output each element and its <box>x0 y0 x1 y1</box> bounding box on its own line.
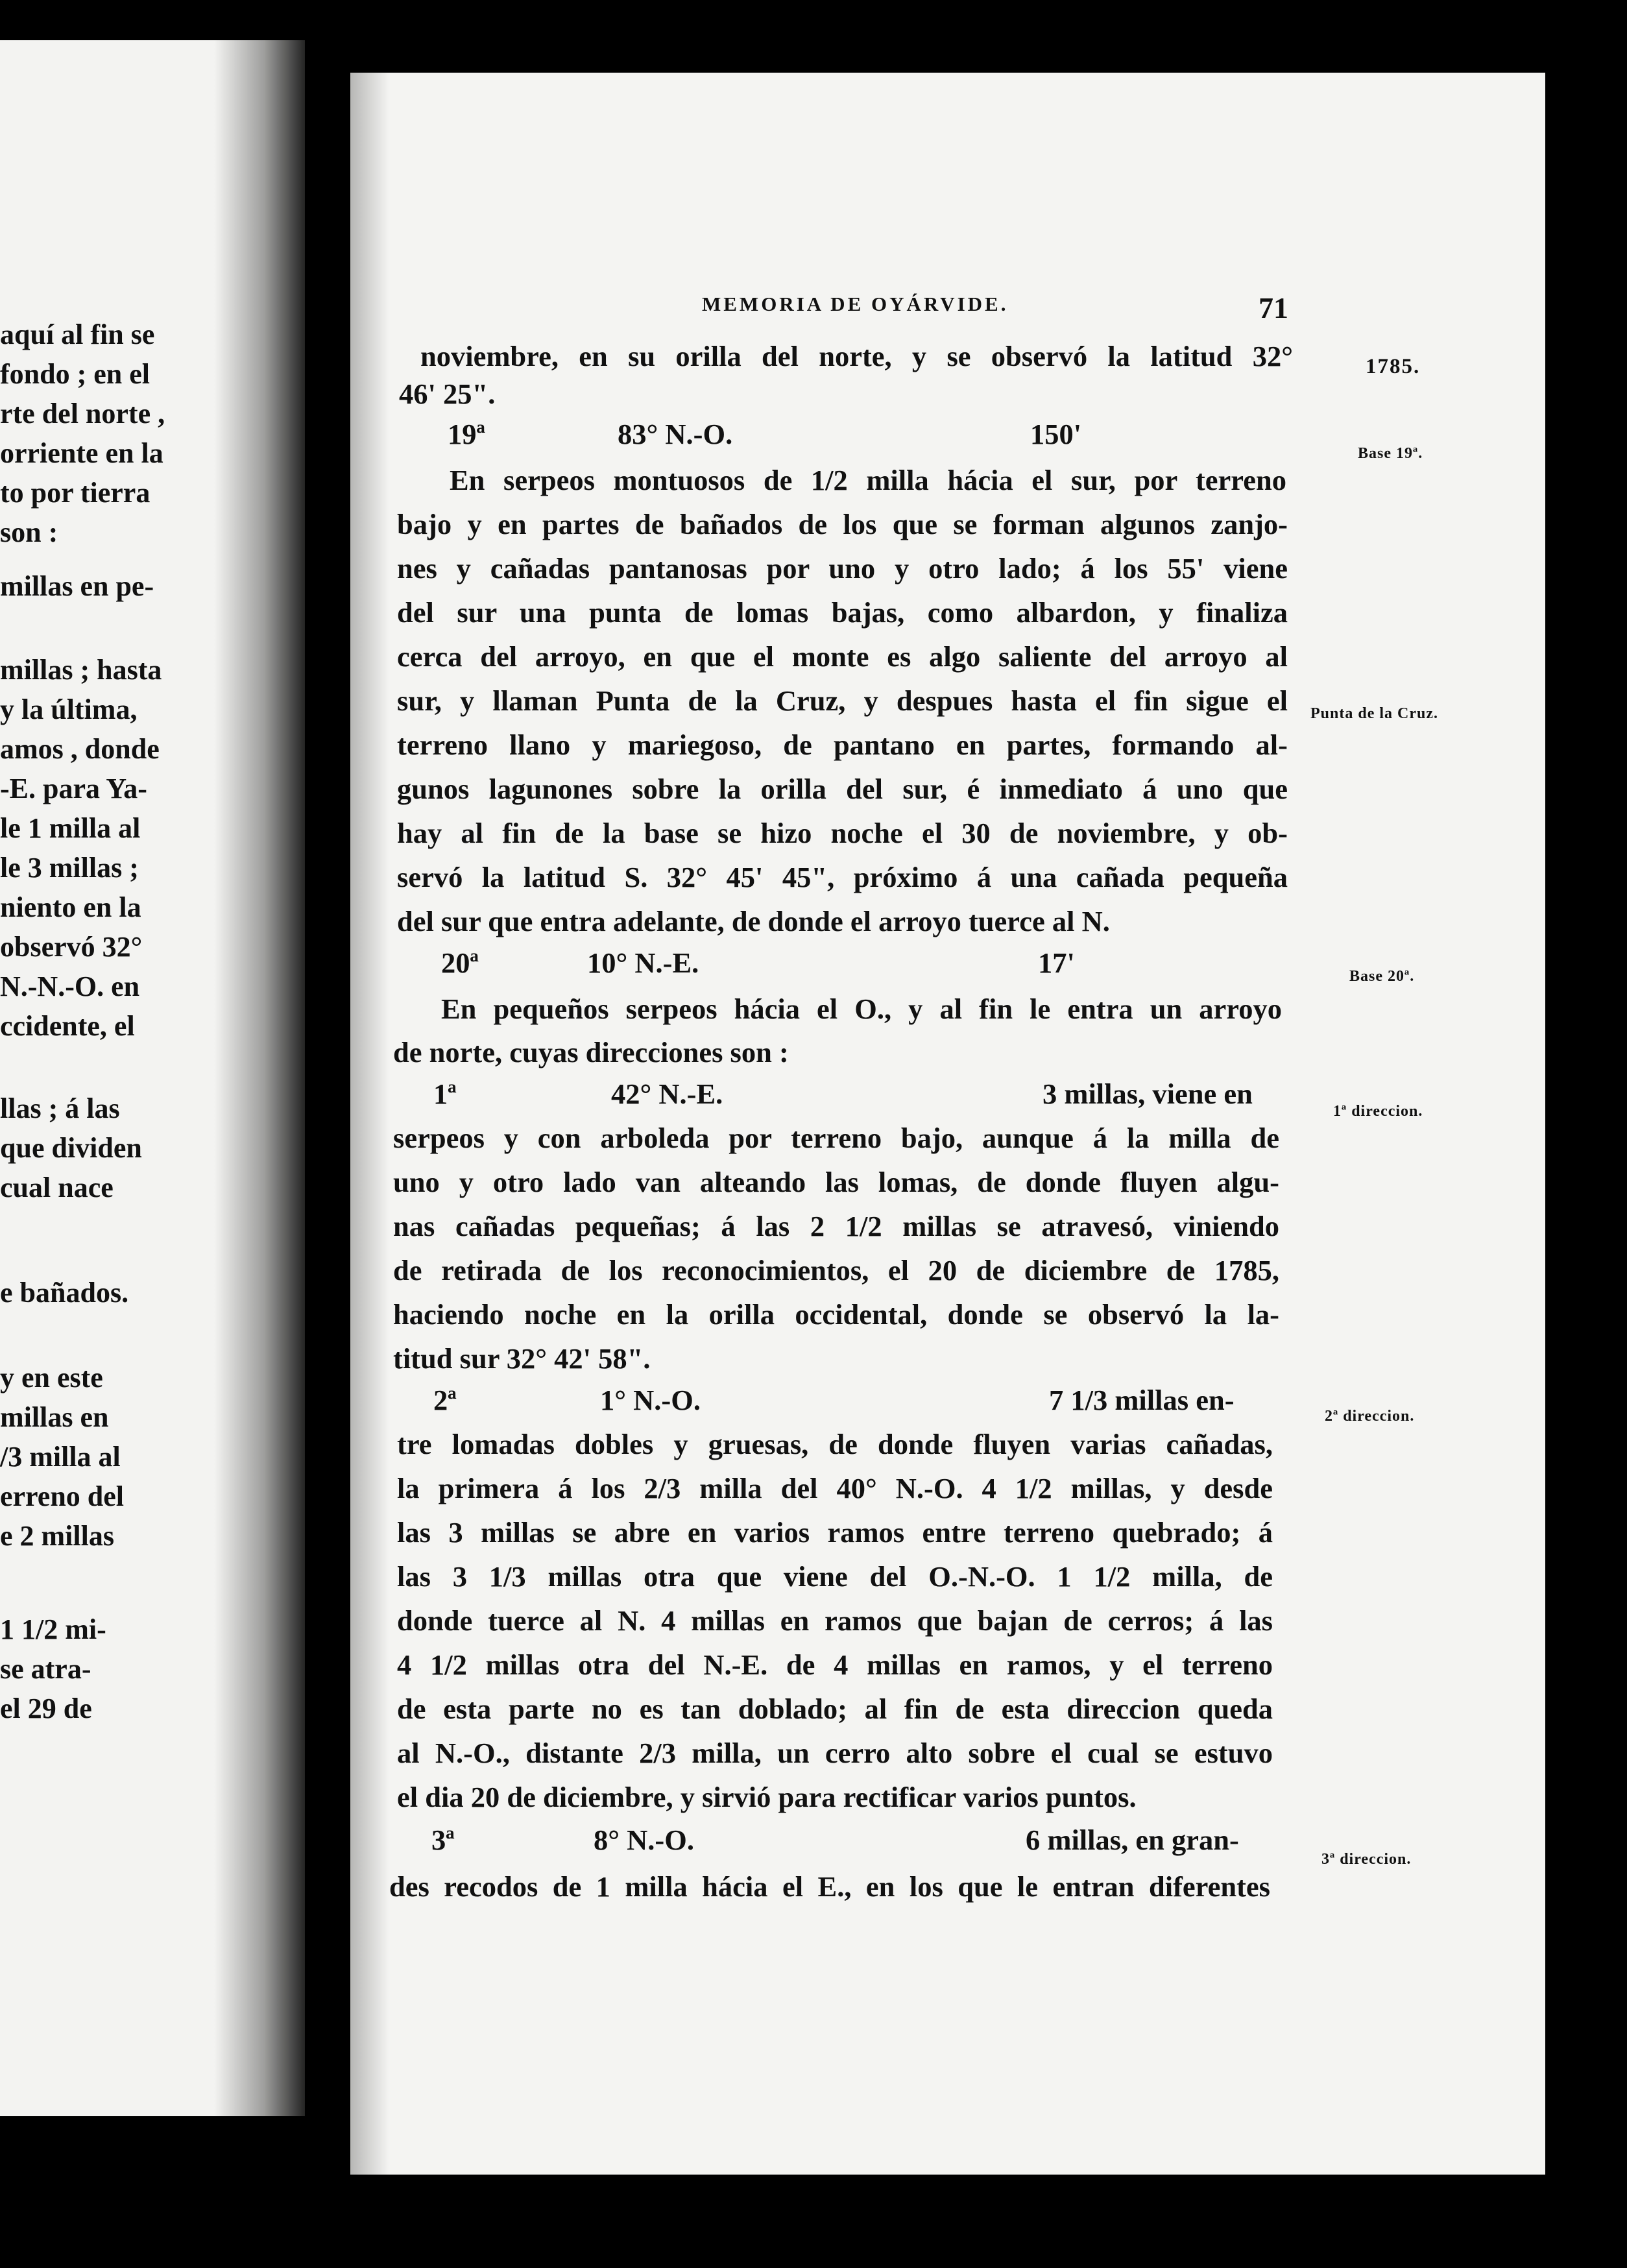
left-line: cual nace <box>0 1172 114 1203</box>
text-line: uno y otro lado van alteando las lomas, de donde fluyen algu- <box>393 1166 1279 1198</box>
margin-note-base: Base 19ª. <box>1358 445 1423 462</box>
left-line: 1 1/2 mi- <box>0 1613 106 1645</box>
margin-note-direction: 3ª direccion. <box>1321 1851 1412 1868</box>
text-line: la primera á los 2/3 milla del 40° N.-O. 4 1/2 millas, y desde <box>397 1472 1273 1504</box>
left-line: -E. para Ya- <box>0 773 147 804</box>
text-line: tre lomadas dobles y gruesas, de donde fluyen varias cañadas, <box>397 1428 1273 1460</box>
table-row-distance: 150' <box>1030 418 1082 450</box>
text-line: En pequeños serpeos hácia el O., y al fin le entra un arroyo <box>441 993 1282 1025</box>
left-page <box>0 40 305 2116</box>
left-line: to por tierra <box>0 477 151 509</box>
left-line: e 2 millas <box>0 1520 114 1552</box>
text-line: cerca del arroyo, en que el monte es algo saliente del arroyo al <box>397 640 1288 673</box>
left-line: que dividen <box>0 1132 142 1164</box>
left-line: ccidente, el <box>0 1010 135 1042</box>
left-line: son : <box>0 516 58 548</box>
text-line: noviembre, en su orilla del norte, y se observó la latitud 32° <box>420 340 1293 372</box>
left-line: niento en la <box>0 891 141 923</box>
text-line: gunos lagunones sobre la orilla del sur, é inmediato á uno que <box>397 773 1288 805</box>
left-line: se atra- <box>0 1653 91 1685</box>
left-line: orriente en la <box>0 437 163 469</box>
page-number: 71 <box>1259 291 1288 324</box>
left-line: /3 milla al <box>0 1441 121 1473</box>
left-line: y en este <box>0 1362 103 1393</box>
text-line: del sur que entra adelante, de donde el arroyo tuerce al N. <box>397 905 1110 937</box>
text-line: al N.-O., distante 2/3 milla, un cerro alto sobre el cual se estuvo <box>397 1737 1273 1769</box>
text-line: las 3 1/3 millas otra que viene del O.-N.-O. 1 1/2 milla, de <box>397 1560 1273 1593</box>
text-line: bajo y en partes de bañados de los que se forman algunos zanjo- <box>397 508 1288 540</box>
running-head: MEMORIA DE OYÁRVIDE. <box>702 293 1009 315</box>
left-line: rte del norte , <box>0 398 165 429</box>
table-row-distance: 7 1/3 millas en- <box>1049 1384 1235 1416</box>
page-gutter-shadow <box>214 40 305 2116</box>
table-row-distance: 17' <box>1038 947 1075 979</box>
left-line: millas en pe- <box>0 570 154 602</box>
page-edge-shadow <box>350 73 389 2175</box>
text-line: del sur una punta de lomas bajas, como albardon, y finaliza <box>397 596 1288 629</box>
left-line: le 1 milla al <box>0 812 141 844</box>
table-row-distance: 6 millas, en gran- <box>1026 1824 1239 1856</box>
text-line: 4 1/2 millas otra del N.-E. de 4 millas en ramos, y el terreno <box>397 1648 1273 1681</box>
text-line: el dia 20 de diciembre, y sirvió para rectificar varios puntos. <box>397 1781 1137 1813</box>
text-line: terreno llano y mariegoso, de pantano en partes, formando al- <box>397 729 1288 761</box>
table-row-number: 2ª <box>433 1384 457 1416</box>
text-line: En serpeos montuosos de 1/2 milla hácia el sur, por terreno <box>450 464 1286 496</box>
left-line: le 3 millas ; <box>0 852 139 884</box>
left-line: aquí al fin se <box>0 319 155 350</box>
table-row-direction: 10° N.-E. <box>587 947 699 979</box>
text-line: de retirada de los reconocimientos, el 20 de diciembre de 1785, <box>393 1254 1279 1286</box>
text-line: nes y cañadas pantanosas por uno y otro lado; á los 55' viene <box>397 552 1288 585</box>
text-line: serpeos y con arboleda por terreno bajo, aunque á la milla de <box>393 1122 1279 1154</box>
left-line: e bañados. <box>0 1277 129 1309</box>
margin-note-base: Base 20ª. <box>1349 968 1415 985</box>
text-line: de norte, cuyas direcciones son : <box>393 1036 789 1068</box>
left-line: millas ; hasta <box>0 654 162 686</box>
left-line: y la última, <box>0 694 138 725</box>
left-line: fondo ; en el <box>0 358 150 390</box>
margin-note-year: 1785. <box>1366 355 1421 378</box>
left-line: el 29 de <box>0 1693 92 1724</box>
text-line: des recodos de 1 milla hácia el E., en los que le entran diferentes <box>389 1870 1270 1903</box>
table-row-number: 1ª <box>433 1078 457 1110</box>
left-line: observó 32° <box>0 931 143 963</box>
table-row-number: 20ª <box>441 947 479 979</box>
table-row-number: 19ª <box>448 418 485 450</box>
text-line: las 3 millas se abre en varios ramos entre terreno quebrado; á <box>397 1516 1273 1549</box>
table-row-direction: 1° N.-O. <box>600 1384 701 1416</box>
left-line: N.-N.-O. en <box>0 971 140 1002</box>
text-line: hay al fin de la base se hizo noche el 30 de noviembre, y ob- <box>397 817 1288 849</box>
margin-note-direction: 2ª direccion. <box>1325 1408 1415 1425</box>
text-line: servó la latitud S. 32° 45' 45", próximo á una cañada pequeña <box>397 861 1288 893</box>
text-line: sur, y llaman Punta de la Cruz, y despues hasta el fin sigue el <box>397 684 1288 717</box>
text-line: 46' 25". <box>399 378 496 410</box>
left-line: llas ; á las <box>0 1092 120 1124</box>
table-row-number: 3ª <box>431 1824 455 1856</box>
table-row-direction: 42° N.-E. <box>611 1078 723 1110</box>
table-row-direction: 8° N.-O. <box>594 1824 694 1856</box>
margin-note-place: Punta de la Cruz. <box>1310 705 1438 722</box>
left-line: erreno del <box>0 1480 125 1512</box>
text-line: donde tuerce al N. 4 millas en ramos que bajan de cerros; á las <box>397 1604 1273 1637</box>
text-line: nas cañadas pequeñas; á las 2 1/2 millas se atravesó, viniendo <box>393 1210 1279 1242</box>
text-line: haciendo noche en la orilla occidental, donde se observó la la- <box>393 1298 1279 1331</box>
table-row-direction: 83° N.-O. <box>618 418 733 450</box>
text-line: de esta parte no es tan doblado; al fin de esta direccion queda <box>397 1693 1273 1725</box>
left-line: amos , donde <box>0 733 160 765</box>
left-line: millas en <box>0 1401 109 1433</box>
margin-note-direction: 1ª direccion. <box>1333 1103 1423 1120</box>
text-line: titud sur 32° 42' 58". <box>393 1342 651 1375</box>
table-row-distance: 3 millas, viene en <box>1042 1078 1253 1110</box>
